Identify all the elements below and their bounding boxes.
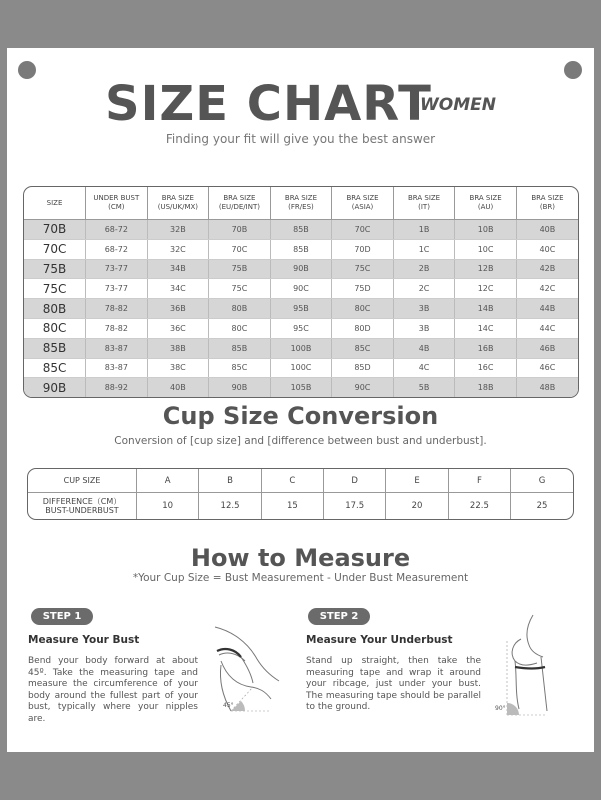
step2-body: Stand up straight, then take the measuring tape and wrap it around your ribcage, just under your bust. The measuring tape should be parallel to the ground.	[306, 656, 481, 712]
table-row	[24, 220, 578, 240]
step1-badge: STEP 1	[31, 608, 93, 625]
table-cell: 1B	[393, 220, 455, 240]
size-chart-sheet	[7, 48, 594, 752]
table-cell: 42C	[516, 279, 578, 299]
table-cell: 85C	[332, 338, 394, 358]
size-cell: 70B	[24, 220, 86, 240]
bust-measure-illustration	[201, 621, 291, 721]
cup-letter-cell: A	[137, 469, 199, 493]
table-cell: 70C	[332, 220, 394, 240]
table-cell: 1C	[393, 239, 455, 259]
table-cell: 70C	[209, 239, 271, 259]
table-cell: 2B	[393, 259, 455, 279]
table-cell: 80B	[209, 299, 271, 319]
table-cell: 90C	[270, 279, 332, 299]
header-line1: BRA SIZE	[407, 194, 441, 202]
size-table-header	[393, 187, 455, 220]
table-cell: 100B	[270, 338, 332, 358]
step1-title: Measure Your Bust	[28, 634, 140, 646]
table-cell: 42B	[516, 259, 578, 279]
table-cell: 36B	[147, 299, 209, 319]
table-cell: 16C	[455, 358, 517, 378]
header-line2: (AU)	[477, 203, 494, 211]
size-cell: 80C	[24, 318, 86, 338]
step1-angle: 45°	[223, 702, 234, 709]
table-cell: 12B	[455, 259, 517, 279]
step1-body: Bend your body forward at about 45º. Take the measuring tape and measure the circumference of your body around the fullest part of your bust, typically where your nipples are.	[28, 656, 198, 724]
size-cell: 90B	[24, 378, 86, 397]
cup-letter-cell: C	[261, 469, 323, 493]
difference-cell: 12.5	[199, 493, 261, 520]
cup-section-title: Cup Size Conversion	[162, 402, 439, 430]
difference-cell: 15	[261, 493, 323, 520]
header-line2: (FR/ES)	[288, 203, 314, 211]
cup-letter-cell: D	[324, 469, 386, 493]
table-cell: 85D	[332, 358, 394, 378]
size-table-header	[24, 187, 86, 220]
table-cell: 10C	[455, 239, 517, 259]
table-row	[24, 338, 578, 358]
table-cell: 4B	[393, 338, 455, 358]
table-cell: 32C	[147, 239, 209, 259]
table-cell: 90C	[332, 378, 394, 397]
table-cell: 85B	[270, 239, 332, 259]
size-table-header	[270, 187, 332, 220]
table-cell: 95B	[270, 299, 332, 319]
difference-cell: 22.5	[448, 493, 510, 520]
table-cell: 10B	[455, 220, 517, 240]
step2-angle: 90°	[495, 705, 506, 712]
table-cell: 46C	[516, 358, 578, 378]
table-cell: 44B	[516, 299, 578, 319]
table-cell: 5B	[393, 378, 455, 397]
table-cell: 40C	[516, 239, 578, 259]
table-cell: 44C	[516, 318, 578, 338]
size-table-header	[332, 187, 394, 220]
table-cell: 4C	[393, 358, 455, 378]
table-cell: 88-92	[86, 378, 148, 397]
table-cell: 68-72	[86, 220, 148, 240]
table-cell: 85B	[209, 338, 271, 358]
cup-table-frame	[27, 468, 574, 520]
page-subtitle: Finding your fit will give you the best answer	[165, 132, 436, 146]
table-cell: 90B	[209, 378, 271, 397]
table-cell: 105B	[270, 378, 332, 397]
cup-letter-cell: F	[448, 469, 510, 493]
table-cell: 85C	[209, 358, 271, 378]
table-cell: 40B	[516, 220, 578, 240]
cup-size-label: CUP SIZE	[28, 469, 137, 493]
table-cell: 95C	[270, 318, 332, 338]
table-cell: 68-72	[86, 239, 148, 259]
table-cell: 40B	[147, 378, 209, 397]
table-cell: 78-82	[86, 299, 148, 319]
table-cell: 83-87	[86, 358, 148, 378]
size-table-header	[209, 187, 271, 220]
table-cell: 3B	[393, 299, 455, 319]
difference-label	[28, 493, 137, 520]
underbust-measure-illustration	[485, 611, 561, 721]
header-line1: BRA SIZE	[346, 194, 379, 202]
header-line1: BRA SIZE	[284, 194, 318, 202]
size-table-header	[86, 187, 148, 220]
table-cell: 75B	[209, 259, 271, 279]
header-line2: (US/UK/MX)	[157, 203, 199, 211]
table-cell: 73-77	[86, 259, 148, 279]
header-line1: UNDER BUST	[93, 194, 140, 202]
cup-table	[28, 469, 573, 519]
difference-label-line2: BUST-UNDERBUST	[45, 506, 119, 515]
table-cell: 85B	[270, 220, 332, 240]
table-row	[24, 259, 578, 279]
size-cell: 85C	[24, 358, 86, 378]
difference-cell: 20	[386, 493, 448, 520]
table-cell: 32B	[147, 220, 209, 240]
table-cell: 14B	[455, 299, 517, 319]
header-line1: BRA SIZE	[223, 194, 256, 202]
size-table-header	[455, 187, 517, 220]
size-cell: 85B	[24, 338, 86, 358]
table-cell: 18B	[455, 378, 517, 397]
header-line1: BRA SIZE	[531, 194, 564, 202]
table-cell: 46B	[516, 338, 578, 358]
table-cell: 2C	[393, 279, 455, 299]
header-line1: SIZE	[46, 198, 63, 207]
cup-letter-cell: G	[511, 469, 573, 493]
size-table-header	[147, 187, 209, 220]
table-row	[24, 318, 578, 338]
header-line2: (CM)	[108, 203, 125, 211]
table-cell: 78-82	[86, 318, 148, 338]
table-cell: 3B	[393, 318, 455, 338]
size-table-header	[516, 187, 578, 220]
cup-letter-cell: B	[199, 469, 261, 493]
table-cell: 83-87	[86, 338, 148, 358]
pin-right	[564, 61, 582, 79]
cup-section-caption: Conversion of [cup size] and [difference between bust and underbust].	[114, 435, 487, 447]
step2-title: Measure Your Underbust	[306, 634, 453, 646]
header-line2: (EU/DE/INT)	[218, 203, 260, 211]
size-cell: 75B	[24, 259, 86, 279]
page-title: SIZE CHART	[105, 76, 432, 132]
difference-label-line1: DIFFERENCE（CM）	[42, 497, 122, 506]
difference-cell: 10	[137, 493, 199, 520]
header-line2: (IT)	[418, 203, 430, 211]
table-cell: 38B	[147, 338, 209, 358]
table-row	[24, 299, 578, 319]
table-cell: 75C	[332, 259, 394, 279]
header-line1: BRA SIZE	[161, 194, 194, 202]
table-cell: 70D	[332, 239, 394, 259]
table-cell: 70B	[209, 220, 271, 240]
difference-cell: 25	[536, 501, 548, 511]
measure-section-caption: *Your Cup Size = Bust Measurement - Under Bust Measurement	[132, 572, 469, 584]
table-cell: 36C	[147, 318, 209, 338]
measure-section-title: How to Measure	[190, 544, 411, 572]
header-line1: BRA SIZE	[469, 194, 502, 202]
women-tag: WOMEN	[420, 95, 496, 115]
table-cell: 48B	[516, 378, 578, 397]
table-cell: 38C	[147, 358, 209, 378]
header-line2: (ASIA)	[351, 203, 374, 211]
size-table	[24, 187, 578, 397]
table-cell: 75D	[332, 279, 394, 299]
pin-left	[18, 61, 36, 79]
table-cell: 12C	[455, 279, 517, 299]
table-cell: 90B	[270, 259, 332, 279]
table-cell: 75C	[209, 279, 271, 299]
table-cell: 80C	[332, 299, 394, 319]
table-row	[24, 239, 578, 259]
table-cell: 16B	[455, 338, 517, 358]
cup-letter-cell: E	[386, 469, 448, 493]
table-cell: 100C	[270, 358, 332, 378]
table-cell: 34B	[147, 259, 209, 279]
size-cell: 75C	[24, 279, 86, 299]
table-cell: 34C	[147, 279, 209, 299]
step2-badge: STEP 2	[308, 608, 370, 625]
difference-cell: 17.5	[324, 493, 386, 520]
table-row	[24, 358, 578, 378]
size-cell: 80B	[24, 299, 86, 319]
size-table-frame	[23, 186, 579, 398]
header-line2: (BR)	[539, 203, 555, 211]
size-cell: 70C	[24, 239, 86, 259]
table-cell: 14C	[455, 318, 517, 338]
table-cell: 80D	[332, 318, 394, 338]
table-row	[24, 279, 578, 299]
table-cell: 73-77	[86, 279, 148, 299]
table-row	[24, 378, 578, 397]
table-cell: 80C	[209, 318, 271, 338]
